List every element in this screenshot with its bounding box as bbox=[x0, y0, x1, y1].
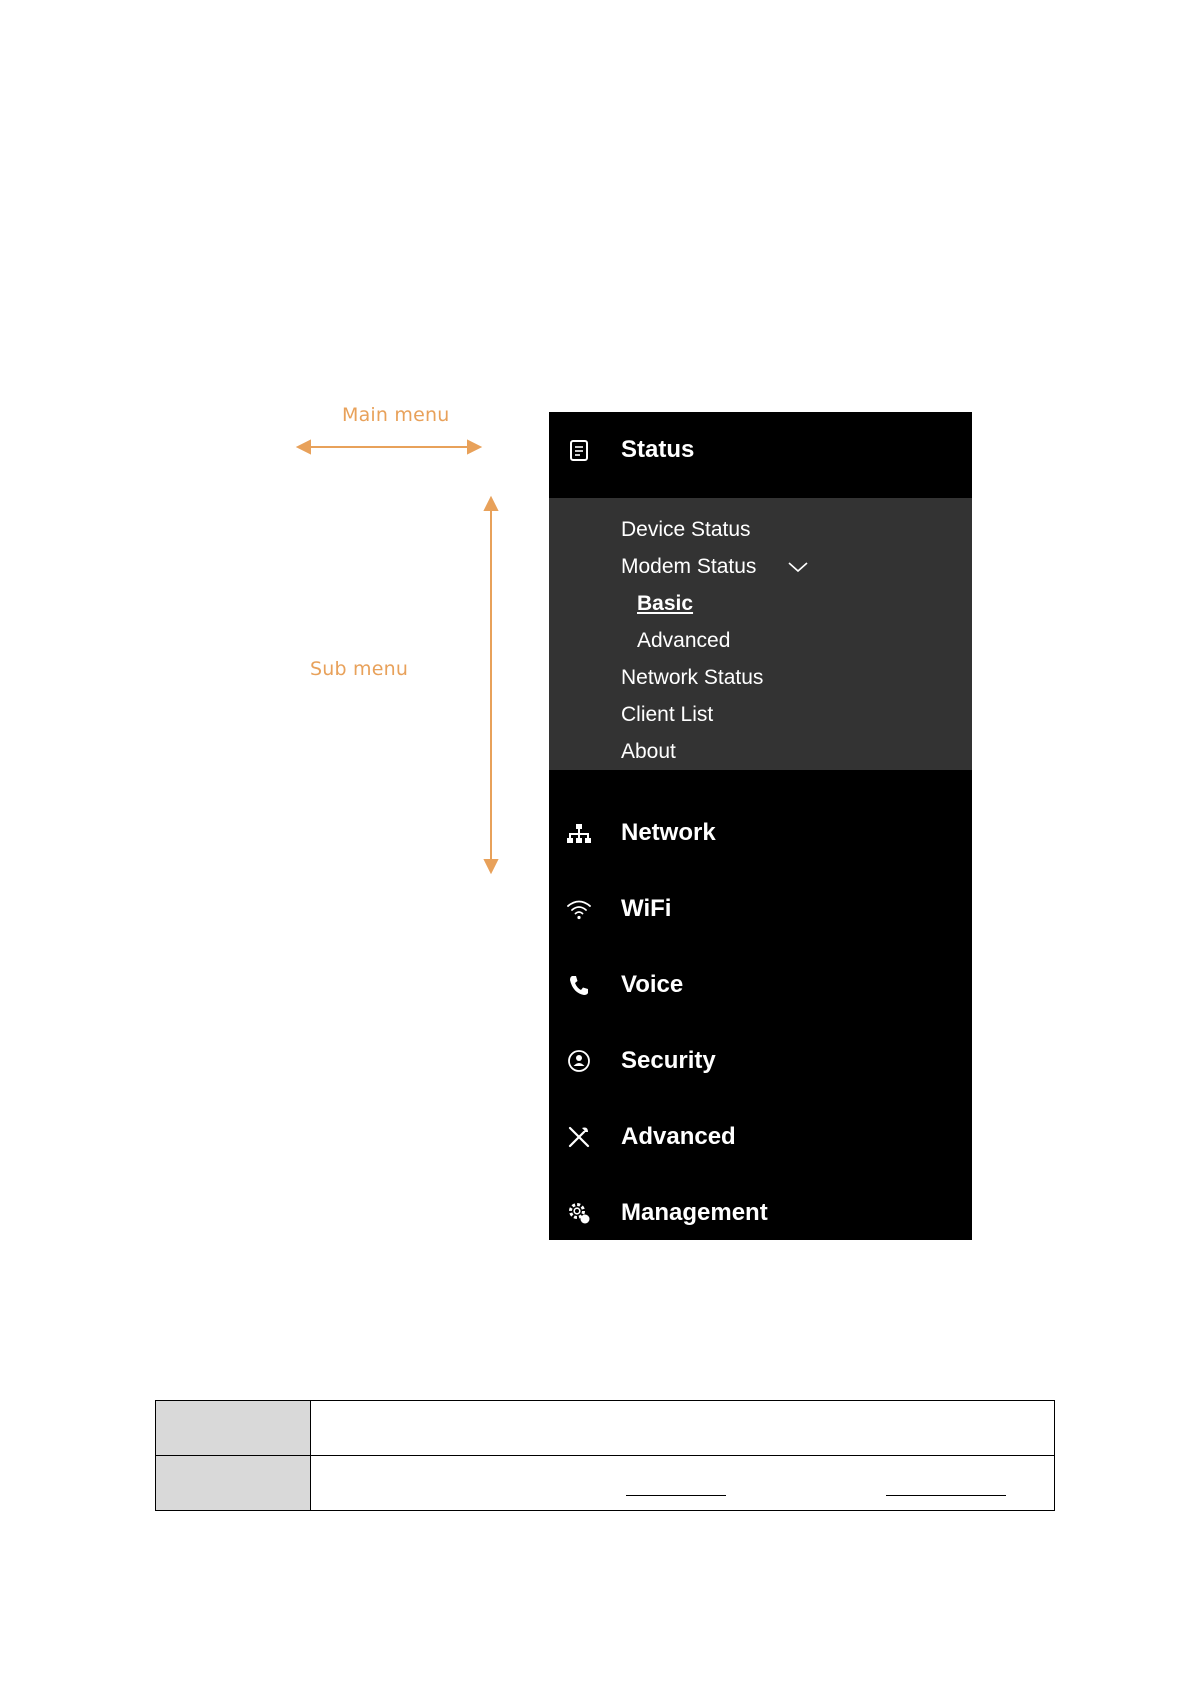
table-cell bbox=[311, 1456, 1055, 1511]
chevron-down-icon bbox=[787, 559, 809, 575]
menu-item-status[interactable] bbox=[549, 426, 972, 474]
menu-item-security-label: Security bbox=[621, 1047, 716, 1074]
menu-item-wifi[interactable] bbox=[549, 885, 972, 933]
blank-underline bbox=[626, 1495, 726, 1496]
table-cell bbox=[311, 1401, 1055, 1456]
submenu-item-modem-status[interactable] bbox=[621, 555, 756, 579]
submenu-item-advanced[interactable]: Advanced bbox=[637, 629, 731, 652]
menu-item-advanced-label: Advanced bbox=[621, 1123, 736, 1150]
side-menu bbox=[549, 412, 972, 1240]
submenu-item-network-status[interactable]: Network Status bbox=[621, 666, 764, 689]
vertical-double-arrow bbox=[485, 498, 497, 872]
menu-item-network[interactable] bbox=[549, 809, 972, 857]
submenu-item-basic[interactable]: Basic bbox=[637, 592, 694, 615]
submenu-item-device-status[interactable]: Device Status bbox=[621, 518, 751, 541]
menu-item-management[interactable] bbox=[549, 1189, 972, 1237]
table-header-cell bbox=[156, 1401, 311, 1456]
tools-icon bbox=[565, 1123, 593, 1151]
table-header-cell bbox=[156, 1456, 311, 1511]
phone-icon bbox=[565, 971, 593, 999]
menu-item-management-label: Management bbox=[621, 1199, 768, 1226]
submenu-item-about[interactable]: About bbox=[621, 740, 676, 763]
submenu-item-modem-status-label: Modem Status bbox=[621, 555, 757, 578]
status-submenu bbox=[549, 498, 972, 770]
security-icon bbox=[565, 1047, 593, 1075]
network-tree-icon bbox=[565, 819, 593, 847]
gear-icon bbox=[565, 1199, 593, 1227]
menu-item-voice-label: Voice bbox=[621, 971, 684, 998]
menu-item-voice[interactable] bbox=[549, 961, 972, 1009]
menu-item-wifi-label: WiFi bbox=[621, 895, 672, 922]
submenu-item-client-list[interactable]: Client List bbox=[621, 703, 714, 726]
menu-item-advanced[interactable] bbox=[549, 1113, 972, 1161]
sub-menu-annotation: Sub menu bbox=[310, 658, 409, 680]
document-icon bbox=[565, 436, 593, 464]
table-row bbox=[156, 1456, 1055, 1511]
wifi-icon bbox=[565, 895, 593, 923]
table-row bbox=[156, 1401, 1055, 1456]
horizontal-double-arrow bbox=[298, 441, 480, 453]
main-menu-annotation: Main menu bbox=[342, 404, 450, 426]
blank-underline bbox=[886, 1495, 1006, 1496]
menu-item-network-label: Network bbox=[621, 819, 716, 846]
info-table bbox=[155, 1400, 1055, 1511]
menu-item-status-label: Status bbox=[621, 436, 695, 463]
menu-item-security[interactable] bbox=[549, 1037, 972, 1085]
